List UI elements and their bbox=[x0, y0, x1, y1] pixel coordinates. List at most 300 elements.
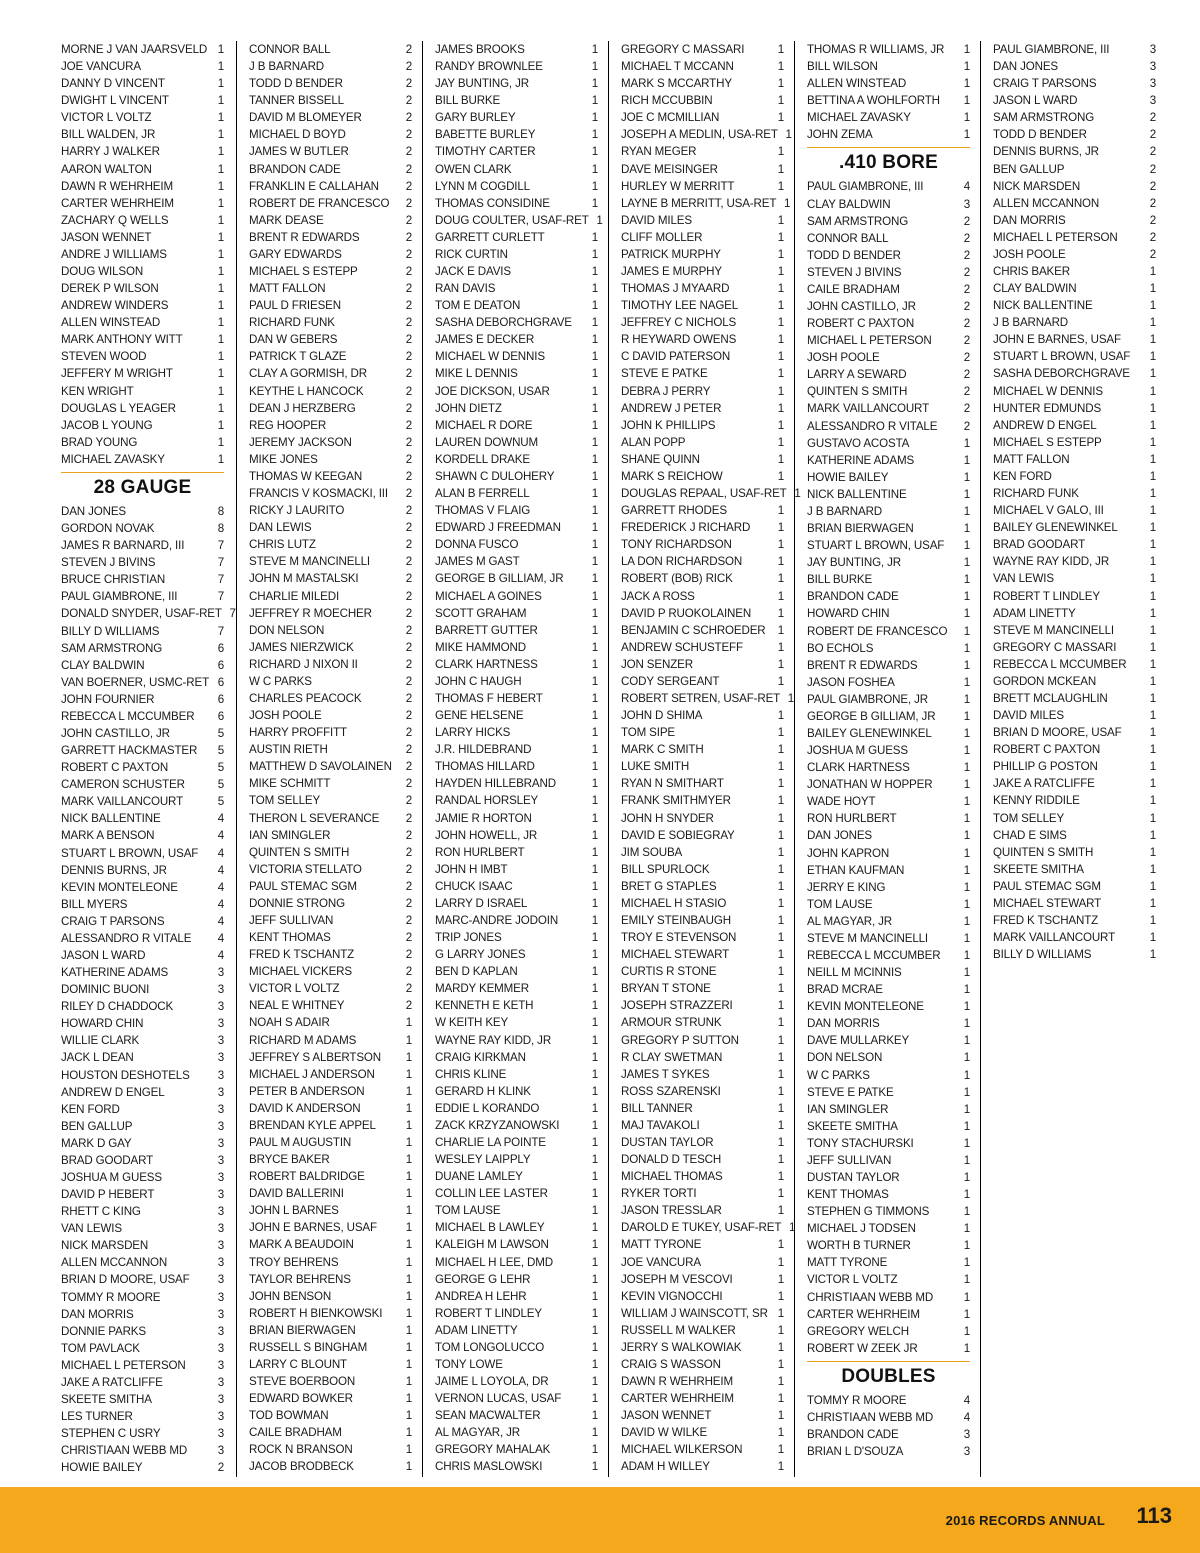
straight-count: 1 bbox=[591, 572, 598, 586]
list-item bbox=[993, 929, 1156, 946]
shooter-name: MARK DEASE bbox=[249, 213, 324, 227]
straight-count: 3 bbox=[217, 983, 224, 997]
straight-count: 1 bbox=[405, 1204, 412, 1218]
straight-count: 1 bbox=[777, 1409, 784, 1423]
straight-count: 1 bbox=[591, 1118, 598, 1132]
straight-count: 1 bbox=[777, 316, 784, 330]
shooter-name: TODD D BENDER bbox=[249, 77, 343, 91]
list-item bbox=[435, 673, 598, 690]
shooter-name: PATRICK T GLAZE bbox=[249, 350, 347, 364]
list-item bbox=[61, 1340, 224, 1357]
list-item bbox=[807, 1220, 970, 1237]
shooter-name: RUSSELL M WALKER bbox=[621, 1323, 736, 1337]
shooter-name: MICHAEL STEWART bbox=[993, 896, 1102, 910]
shooter-name: CHARLIE MILEDI bbox=[249, 589, 340, 603]
straight-count: 5 bbox=[217, 744, 224, 758]
list-item bbox=[621, 673, 784, 690]
list-item bbox=[249, 895, 412, 912]
shooter-name: JOSH POOLE bbox=[993, 247, 1066, 261]
straight-count: 1 bbox=[591, 367, 598, 381]
list-item bbox=[61, 1186, 224, 1203]
straight-count: 1 bbox=[591, 1136, 598, 1149]
shooter-name: CARTER WEHRHEIM bbox=[807, 1307, 920, 1321]
straight-count: 2 bbox=[405, 384, 412, 398]
shooter-name: MARK VAILLANCOURT bbox=[61, 795, 184, 809]
straight-count: 1 bbox=[963, 60, 970, 74]
shooter-name: DONALD D TESCH bbox=[621, 1153, 722, 1167]
straight-count: 1 bbox=[963, 1102, 970, 1116]
list-item bbox=[807, 896, 970, 913]
straight-count: 2 bbox=[405, 452, 412, 466]
straight-count: 1 bbox=[1149, 487, 1156, 501]
shooter-name: STEVEN J BIVINS bbox=[61, 556, 156, 570]
straight-count: 3 bbox=[217, 966, 224, 980]
list-item bbox=[807, 418, 970, 435]
shooter-name: CONNOR BALL bbox=[249, 43, 331, 56]
shooter-name: DEAN J HERZBERG bbox=[249, 401, 356, 415]
straight-count: 1 bbox=[591, 1067, 598, 1081]
straight-count: 1 bbox=[963, 1273, 970, 1287]
straight-count: 4 bbox=[217, 846, 224, 860]
list-item bbox=[621, 1407, 784, 1424]
straight-count: 1 bbox=[777, 726, 784, 740]
straight-count: 2 bbox=[405, 179, 412, 193]
shooter-name: GARRETT HACKMASTER bbox=[61, 744, 198, 758]
shooter-name: MICHAEL ZAVASKY bbox=[61, 452, 165, 466]
straight-count: 1 bbox=[963, 1222, 970, 1236]
straight-count: 2 bbox=[405, 213, 412, 227]
list-item bbox=[435, 810, 598, 827]
straight-count: 2 bbox=[1149, 128, 1156, 142]
straight-count: 2 bbox=[963, 214, 970, 228]
straight-count: 1 bbox=[591, 777, 598, 791]
shooter-name: MICHAEL THOMAS bbox=[621, 1170, 723, 1184]
list-item bbox=[621, 588, 784, 605]
straight-count: 1 bbox=[777, 162, 784, 176]
list-item bbox=[807, 1289, 970, 1306]
shooter-name: TROY E STEVENSON bbox=[621, 931, 737, 945]
shooter-name: JAKE A RATCLIFFE bbox=[61, 1375, 163, 1389]
shooter-name: MAJ TAVAKOLI bbox=[621, 1118, 700, 1132]
list-item bbox=[993, 775, 1156, 792]
shooter-name: GORDON MCKEAN bbox=[993, 674, 1097, 688]
straight-count: 1 bbox=[591, 452, 598, 466]
straight-count: 1 bbox=[591, 1306, 598, 1320]
straight-count: 4 bbox=[217, 931, 224, 945]
straight-count: 1 bbox=[963, 863, 970, 877]
shooter-name: ZACK KRZYZANOWSKI bbox=[435, 1118, 560, 1132]
list-item bbox=[621, 1168, 784, 1185]
straight-count: 1 bbox=[405, 1084, 412, 1098]
straight-count: 1 bbox=[217, 418, 224, 432]
shooter-name: JERRY E KING bbox=[807, 880, 886, 894]
list-item bbox=[993, 673, 1156, 690]
list-item bbox=[435, 536, 598, 553]
shooter-name: JOHN D SHIMA bbox=[621, 709, 703, 723]
list-item bbox=[435, 417, 598, 434]
shooter-name: NICK BALLENTINE bbox=[807, 487, 907, 501]
list-item bbox=[621, 553, 784, 570]
list-item bbox=[61, 503, 224, 520]
shooter-name: CHRISTIAAN WEBB MD bbox=[807, 1410, 934, 1424]
straight-count: 4 bbox=[963, 1393, 970, 1407]
shooter-name: BILL TANNER bbox=[621, 1101, 693, 1115]
shooter-name: LYNN M COGDILL bbox=[435, 179, 530, 193]
shooter-name: TOM PAVLACK bbox=[61, 1341, 140, 1355]
straight-count: 2 bbox=[1149, 230, 1156, 244]
shooter-name: SHAWN C DULOHERY bbox=[435, 469, 555, 483]
list-item bbox=[807, 588, 970, 605]
list-item bbox=[621, 365, 784, 382]
shooter-name: DAWN R WEHRHEIM bbox=[621, 1375, 733, 1389]
shooter-name: ANDREW D ENGEL bbox=[61, 1085, 165, 1099]
straight-count: 1 bbox=[777, 1323, 784, 1337]
straight-count: 1 bbox=[405, 1118, 412, 1132]
shooter-name: MATT FALLON bbox=[249, 282, 326, 296]
list-item bbox=[993, 41, 1156, 58]
shooter-name: REBECCA L MCCUMBER bbox=[807, 948, 941, 962]
list-item bbox=[249, 178, 412, 195]
shooter-name: DONNIE STRONG bbox=[249, 896, 345, 910]
shooter-name: DON NELSON bbox=[249, 623, 325, 637]
straight-count: 1 bbox=[777, 623, 784, 637]
straight-count: 1 bbox=[794, 487, 801, 501]
straight-count: 1 bbox=[777, 350, 784, 364]
list-item bbox=[807, 640, 970, 657]
shooter-name: ALAN POPP bbox=[621, 435, 686, 449]
shooter-name: JEFFREY S ALBERTSON bbox=[249, 1050, 382, 1064]
shooter-name: DOMINIC BUONI bbox=[61, 983, 150, 997]
list-item bbox=[807, 213, 970, 230]
straight-count: 1 bbox=[963, 470, 970, 484]
straight-count: 1 bbox=[777, 179, 784, 193]
straight-count: 1 bbox=[1149, 401, 1156, 415]
shooter-name: PAUL GIAMBRONE, III bbox=[993, 43, 1110, 56]
straight-count: 1 bbox=[591, 674, 598, 688]
straight-count: 1 bbox=[777, 1033, 784, 1047]
straight-count: 1 bbox=[1149, 606, 1156, 620]
straight-count: 2 bbox=[405, 196, 412, 210]
shooter-name: CLARK HARTNESS bbox=[435, 657, 538, 671]
shooter-name: STEVE M MANCINELLI bbox=[993, 623, 1114, 637]
straight-count: 1 bbox=[777, 1340, 784, 1354]
straight-count: 2 bbox=[963, 265, 970, 279]
shooter-name: IAN SMINGLER bbox=[249, 828, 331, 842]
shooter-name: MICHAEL W DENNIS bbox=[993, 384, 1103, 398]
list-item bbox=[249, 212, 412, 229]
shooter-name: ALLEN WINSTEAD bbox=[61, 316, 161, 330]
shooter-name: KENNY RIDDILE bbox=[993, 794, 1080, 808]
straight-count: 1 bbox=[1149, 333, 1156, 347]
list-item bbox=[249, 519, 412, 536]
list-item bbox=[61, 1084, 224, 1101]
shooter-name: THERON L SEVERANCE bbox=[249, 811, 380, 825]
shooter-name: ROCK N BRANSON bbox=[249, 1443, 353, 1457]
straight-count: 2 bbox=[1149, 247, 1156, 261]
list-item bbox=[807, 1067, 970, 1084]
list-item bbox=[435, 1441, 598, 1458]
footer-label: 2016 RECORDS ANNUAL bbox=[945, 1513, 1105, 1528]
list-item bbox=[621, 1373, 784, 1390]
shooter-name: FREDERICK J RICHARD bbox=[621, 521, 751, 535]
straight-count: 1 bbox=[591, 504, 598, 518]
list-item bbox=[807, 776, 970, 793]
shooter-name: JAMES E DECKER bbox=[435, 333, 535, 347]
straight-count: 2 bbox=[405, 555, 412, 569]
straight-count: 2 bbox=[405, 316, 412, 330]
straight-count: 1 bbox=[591, 538, 598, 552]
shooter-name: DAN MORRIS bbox=[61, 1307, 134, 1321]
shooter-name: JOSHUA M GUESS bbox=[807, 744, 908, 758]
straight-count: 1 bbox=[963, 607, 970, 621]
straight-count: 1 bbox=[217, 128, 224, 142]
straight-count: 2 bbox=[405, 589, 412, 603]
shooter-name: CRAIG KIRKMAN bbox=[435, 1050, 526, 1064]
shooter-name: ADAM LINETTY bbox=[993, 606, 1076, 620]
shooter-name: DAVID M BLOMEYER bbox=[249, 111, 362, 125]
straight-count: 1 bbox=[777, 931, 784, 945]
shooter-name: WORTH B TURNER bbox=[807, 1239, 911, 1253]
shooter-name: DAVID P HEBERT bbox=[61, 1188, 155, 1202]
straight-count: 2 bbox=[405, 128, 412, 142]
list-item bbox=[249, 41, 412, 58]
straight-count: 1 bbox=[217, 162, 224, 176]
shooter-name: JOHN DIETZ bbox=[435, 401, 502, 415]
list-item bbox=[249, 639, 412, 656]
straight-count: 1 bbox=[217, 435, 224, 449]
shooter-name: BILL SPURLOCK bbox=[621, 862, 710, 876]
straight-count: 1 bbox=[777, 282, 784, 296]
straight-count: 1 bbox=[1149, 777, 1156, 791]
list-item bbox=[993, 400, 1156, 417]
list-item bbox=[61, 1135, 224, 1152]
list-item bbox=[61, 537, 224, 554]
straight-count: 1 bbox=[217, 60, 224, 74]
shooter-name: JEFF SULLIVAN bbox=[807, 1153, 892, 1167]
list-item bbox=[435, 1049, 598, 1066]
list-item bbox=[435, 1424, 598, 1441]
straight-count: 1 bbox=[217, 94, 224, 108]
straight-count: 2 bbox=[405, 60, 412, 74]
shooter-name: BETTINA A WOHLFORTH bbox=[807, 94, 940, 108]
shooter-name: JOE DICKSON, USAR bbox=[435, 384, 550, 398]
list-item bbox=[993, 109, 1156, 126]
straight-count: 1 bbox=[777, 1392, 784, 1406]
list-item bbox=[807, 281, 970, 298]
straight-count: 1 bbox=[591, 401, 598, 415]
straight-count: 2 bbox=[405, 982, 412, 996]
shooter-name: HAYDEN HILLEBRAND bbox=[435, 777, 556, 791]
straight-count: 1 bbox=[963, 436, 970, 450]
straight-count: 1 bbox=[1149, 794, 1156, 808]
straight-count: 1 bbox=[777, 504, 784, 518]
list-item bbox=[807, 452, 970, 469]
straight-count: 1 bbox=[963, 111, 970, 125]
list-item bbox=[249, 383, 412, 400]
straight-count: 1 bbox=[1149, 418, 1156, 432]
straight-count: 2 bbox=[405, 572, 412, 586]
straight-count: 1 bbox=[777, 265, 784, 279]
straight-count: 2 bbox=[405, 521, 412, 535]
shooter-name: KEN WRIGHT bbox=[61, 384, 134, 398]
straight-count: 1 bbox=[963, 931, 970, 945]
shooter-name: ANDREW WINDERS bbox=[61, 299, 169, 313]
list-item bbox=[249, 1441, 412, 1458]
shooter-name: MARK D GAY bbox=[61, 1136, 132, 1150]
shooter-name: MICHAEL H LEE, DMD bbox=[435, 1255, 553, 1269]
list-item bbox=[993, 912, 1156, 929]
straight-count: 3 bbox=[217, 1239, 224, 1253]
shooter-name: SHANE QUINN bbox=[621, 452, 700, 466]
straight-count: 1 bbox=[591, 1426, 598, 1440]
list-item bbox=[435, 963, 598, 980]
list-item bbox=[993, 75, 1156, 92]
shooter-name: DENNIS BURNS, JR bbox=[993, 145, 1099, 159]
straight-count: 1 bbox=[963, 1000, 970, 1014]
shooter-name: TOD BOWMAN bbox=[249, 1409, 329, 1423]
list-item bbox=[621, 1254, 784, 1271]
straight-count: 1 bbox=[963, 1171, 970, 1184]
shooter-name: JERRY S WALKOWIAK bbox=[621, 1340, 742, 1354]
list-item bbox=[993, 229, 1156, 246]
list-item bbox=[621, 946, 784, 963]
shooter-name: DONNIE PARKS bbox=[61, 1324, 146, 1338]
list-item bbox=[61, 1271, 224, 1288]
list-item bbox=[807, 725, 970, 742]
straight-count: 1 bbox=[1149, 435, 1156, 449]
shooter-name: FRANCIS V KOSMACKI, III bbox=[249, 487, 388, 501]
list-item bbox=[807, 554, 970, 571]
straight-count: 1 bbox=[777, 896, 784, 910]
straight-count: 1 bbox=[591, 1392, 598, 1406]
list-item bbox=[807, 1152, 970, 1169]
shooter-name: FRANKLIN E CALLAHAN bbox=[249, 179, 379, 193]
shooter-name: GEORGE G LEHR bbox=[435, 1272, 531, 1286]
list-item bbox=[249, 1168, 412, 1185]
section-heading: DOUBLES bbox=[807, 1361, 970, 1392]
list-item bbox=[435, 1322, 598, 1339]
shooter-name: TOMMY R MOORE bbox=[807, 1393, 907, 1407]
list-item bbox=[61, 588, 224, 605]
list-item bbox=[621, 485, 801, 502]
straight-count: 1 bbox=[591, 879, 598, 893]
shooter-name: ALAN B FERRELL bbox=[435, 487, 530, 501]
straight-count: 3 bbox=[217, 1444, 224, 1458]
list-item bbox=[621, 570, 784, 587]
shooter-name: PETER B ANDERSON bbox=[249, 1084, 365, 1098]
shooter-name: CODY SERGEANT bbox=[621, 674, 720, 688]
shooter-name: JOHN L BARNES bbox=[249, 1204, 339, 1218]
straight-count: 3 bbox=[1149, 60, 1156, 74]
straight-count: 1 bbox=[405, 1426, 412, 1440]
list-item bbox=[249, 502, 412, 519]
shooter-name: KALEIGH M LAWSON bbox=[435, 1238, 549, 1252]
list-item bbox=[621, 963, 784, 980]
list-item bbox=[61, 297, 224, 314]
list-item bbox=[993, 468, 1156, 485]
straight-count: 1 bbox=[591, 487, 598, 501]
straight-count: 2 bbox=[405, 862, 412, 876]
list-item bbox=[621, 178, 784, 195]
shooter-name: BO ECHOLS bbox=[807, 641, 874, 655]
shooter-name: STEVE M MANCINELLI bbox=[807, 931, 928, 945]
straight-count: 1 bbox=[1149, 743, 1156, 757]
straight-count: 1 bbox=[591, 1272, 598, 1286]
shooter-name: GARY BURLEY bbox=[435, 111, 516, 125]
straight-count: 1 bbox=[405, 1272, 412, 1286]
shooter-name: MATTHEW D SAVOLAINEN bbox=[249, 760, 392, 774]
shooter-name: VAN LEWIS bbox=[993, 572, 1054, 586]
straight-count: 1 bbox=[777, 1016, 784, 1030]
list-item bbox=[61, 126, 224, 143]
shooter-name: JEFFREY C NICHOLS bbox=[621, 316, 737, 330]
straight-count: 1 bbox=[405, 1392, 412, 1406]
list-item bbox=[61, 143, 224, 160]
shooter-name: KEN FORD bbox=[993, 469, 1052, 483]
list-item bbox=[435, 1083, 598, 1100]
straight-count: 1 bbox=[1149, 726, 1156, 740]
straight-count: 1 bbox=[963, 1085, 970, 1099]
straight-count: 1 bbox=[963, 726, 970, 740]
shooter-name: JOHN C HAUGH bbox=[435, 674, 522, 688]
shooter-name: JOHN BENSON bbox=[249, 1289, 332, 1303]
shooter-name: DAVID E SOBIEGRAY bbox=[621, 828, 735, 842]
list-item bbox=[435, 143, 598, 160]
straight-count: 3 bbox=[217, 1136, 224, 1150]
straight-count: 3 bbox=[217, 1375, 224, 1389]
shooter-name: MICHAEL L PETERSON bbox=[993, 230, 1118, 244]
straight-count: 1 bbox=[591, 145, 598, 159]
straight-count: 1 bbox=[591, 862, 598, 876]
list-item bbox=[435, 827, 598, 844]
shooter-name: TOM LAUSE bbox=[807, 897, 873, 911]
straight-count: 3 bbox=[217, 1017, 224, 1031]
straight-count: 3 bbox=[963, 1428, 970, 1442]
straight-count: 1 bbox=[963, 829, 970, 843]
straight-count: 2 bbox=[963, 334, 970, 348]
straight-count: 1 bbox=[777, 469, 784, 483]
shooter-name: NICK BALLENTINE bbox=[993, 299, 1093, 313]
shooter-name: RANDAL HORSLEY bbox=[435, 794, 539, 808]
shooter-name: CLAY BALDWIN bbox=[61, 658, 145, 672]
straight-count: 1 bbox=[1149, 709, 1156, 723]
straight-count: 1 bbox=[777, 538, 784, 552]
list-item bbox=[249, 58, 412, 75]
straight-count: 1 bbox=[777, 1067, 784, 1081]
list-item bbox=[807, 947, 970, 964]
shooter-name: RANDY BROWNLEE bbox=[435, 60, 543, 74]
list-item bbox=[435, 553, 598, 570]
list-item bbox=[435, 895, 598, 912]
shooter-name: ANDREW D ENGEL bbox=[993, 418, 1097, 432]
shooter-name: DUSTAN TAYLOR bbox=[807, 1171, 900, 1184]
shooter-name: TAYLOR BEHRENS bbox=[249, 1272, 351, 1286]
shooter-name: RAN DAVIS bbox=[435, 282, 496, 296]
shooter-name: THOMAS W KEEGAN bbox=[249, 469, 363, 483]
list-item bbox=[61, 674, 224, 691]
list-item bbox=[435, 212, 603, 229]
list-item bbox=[61, 776, 224, 793]
list-item bbox=[249, 741, 412, 758]
straight-count: 2 bbox=[405, 828, 412, 842]
shooter-name: HOWARD CHIN bbox=[807, 607, 890, 621]
shooter-name: ALLEN WINSTEAD bbox=[807, 77, 907, 91]
list-item bbox=[249, 161, 412, 178]
straight-count: 2 bbox=[217, 1461, 224, 1475]
shooter-name: TOM LONGOLUCCO bbox=[435, 1340, 545, 1354]
list-item bbox=[807, 1237, 970, 1254]
straight-count: 1 bbox=[963, 1017, 970, 1031]
